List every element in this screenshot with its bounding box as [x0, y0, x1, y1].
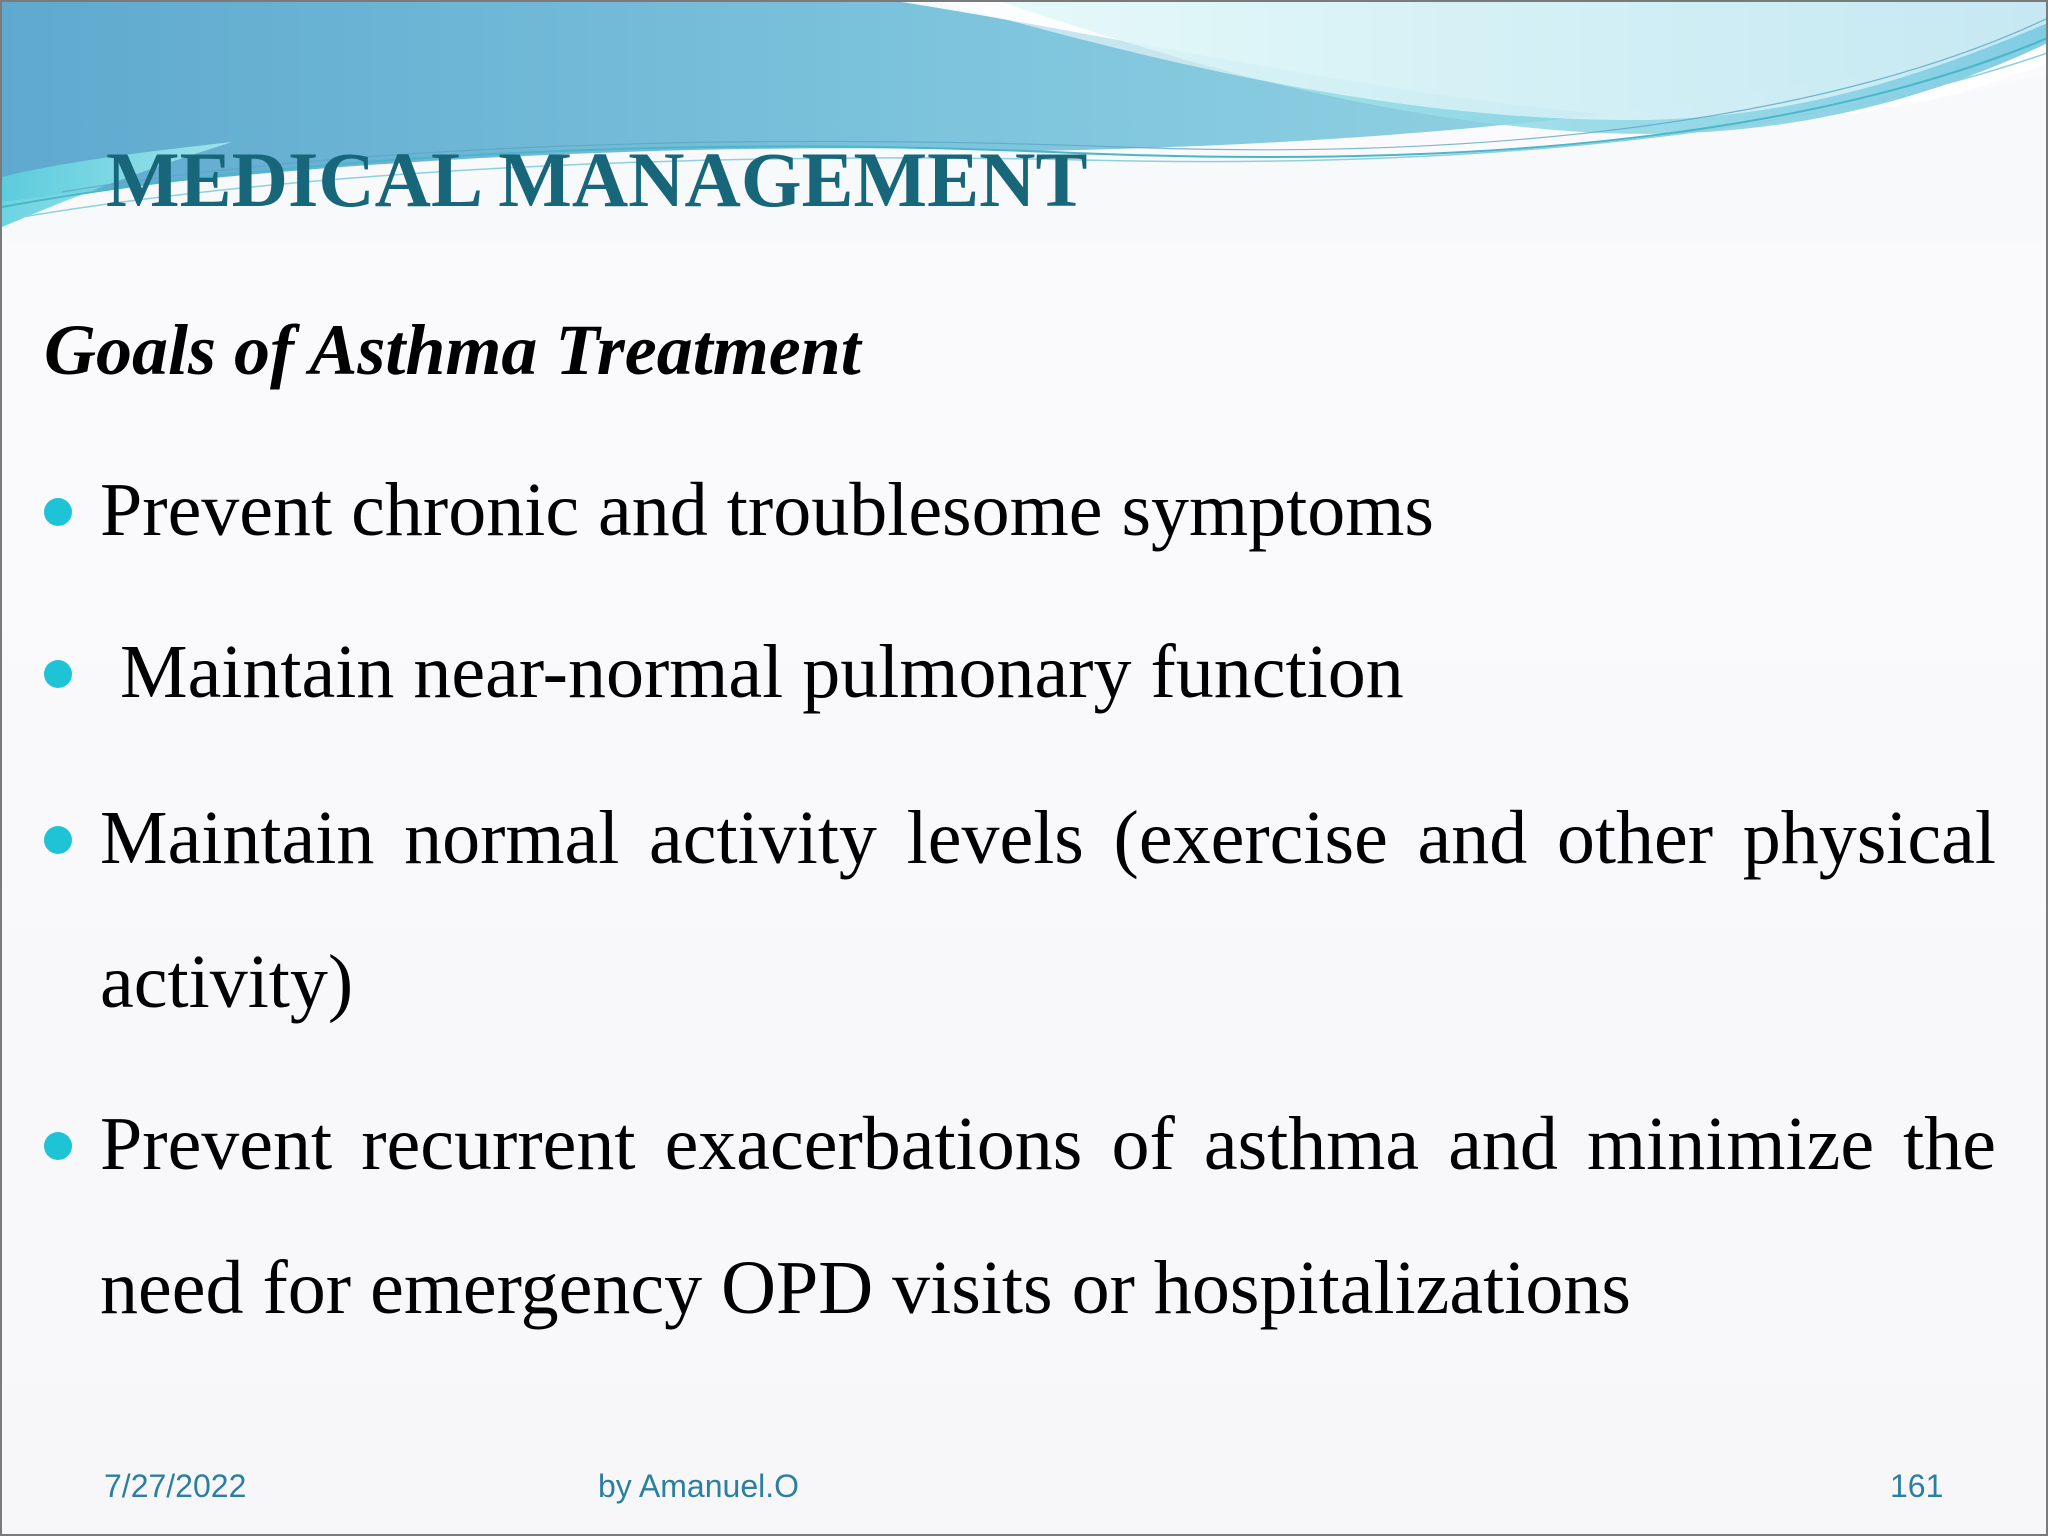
- bullet-dot-icon: [44, 826, 72, 854]
- footer-page-number: 161: [1890, 1468, 1944, 1504]
- footer-date: 7/27/2022: [104, 1468, 247, 1504]
- bullet-dot-icon: [44, 1132, 72, 1160]
- bullet-dot-icon: [44, 498, 72, 526]
- slide-title: MEDICAL MANAGEMENT: [106, 136, 1088, 223]
- bullet-text: Maintain normal activity levels (exercise and other physical activity): [100, 796, 1996, 1024]
- bullet-dot-icon: [44, 660, 72, 688]
- bullet-text: Prevent recurrent exacerbations of asthma and minimize the need for emergency OPD visits or hospitalizations: [100, 1102, 1996, 1330]
- bullet-text: Maintain near-normal pulmonary function: [120, 630, 1404, 714]
- bullet-text: Prevent chronic and troublesome symptoms: [100, 468, 1434, 552]
- slide-subtitle: Goals of Asthma Treatment: [44, 310, 861, 390]
- footer-author: by Amanuel.O: [598, 1468, 799, 1504]
